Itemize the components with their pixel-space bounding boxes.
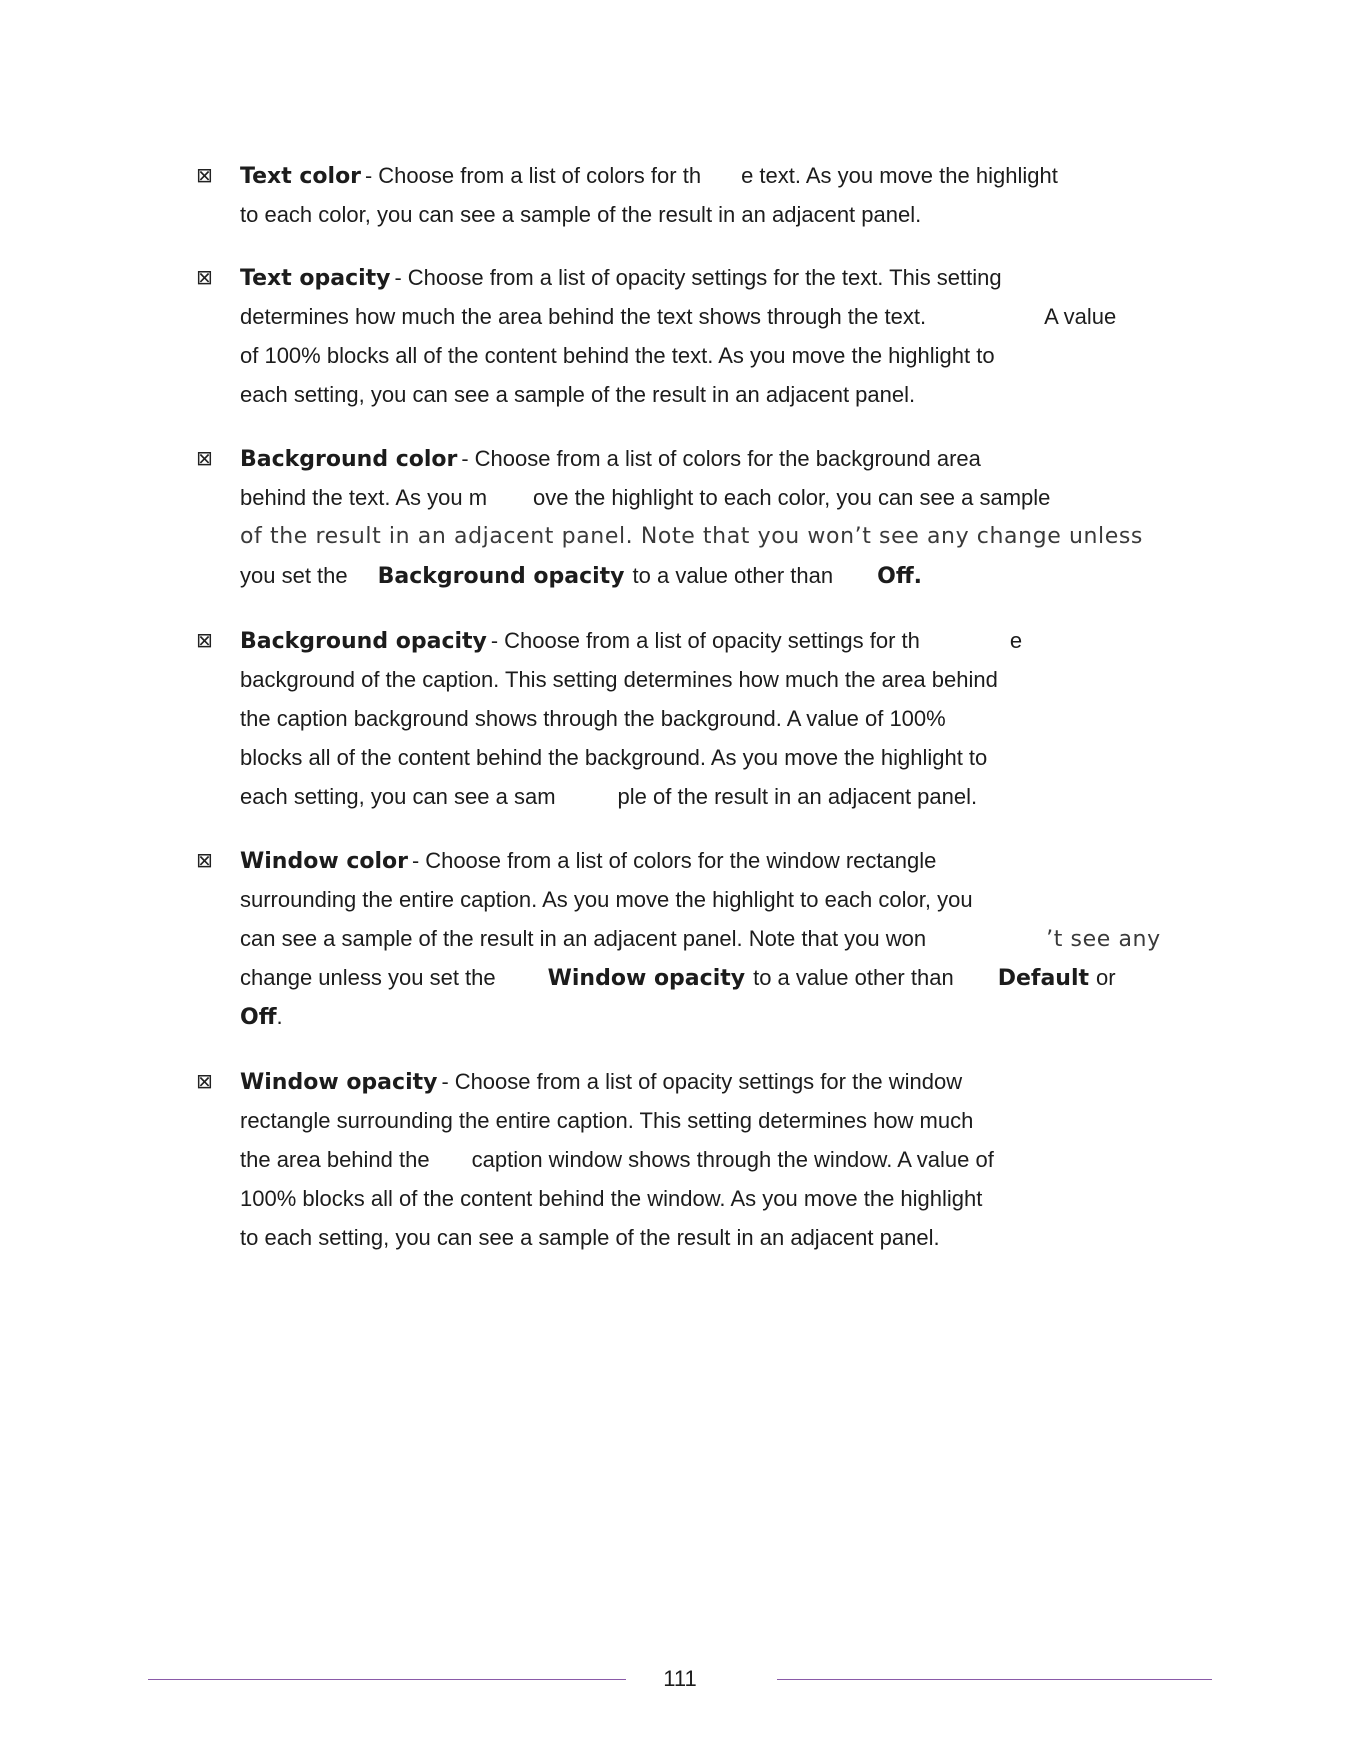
item-text: ove the highlight to each color, you can see a sample — [533, 485, 1051, 510]
item-text: caption window shows through the window. A value of — [471, 1147, 994, 1172]
item-text: Choose from a list of colors for th — [378, 163, 702, 188]
item-separator: - — [411, 849, 420, 873]
item-line — [240, 963, 1116, 994]
item-line — [240, 483, 1050, 513]
item-text: Choose from a list of opacity settings for the text. This setting — [407, 265, 1002, 290]
item-text: to a value other than — [632, 563, 834, 588]
item-text: the area behind the — [240, 1147, 430, 1172]
checkbox-bullet-icon: ⊠ — [196, 1069, 213, 1093]
item-text: you set the — [240, 563, 348, 588]
setting-name-window-opacity: Window opacity — [547, 966, 746, 991]
item-separator: - — [394, 266, 402, 290]
item-text: to a value other than — [753, 965, 954, 990]
item-line — [240, 302, 1116, 332]
item-separator: - — [365, 164, 373, 188]
item-text: Choose from a list of opacity settings for th — [504, 628, 920, 653]
checkbox-bullet-icon: ⊠ — [196, 848, 213, 872]
item-term: Text color — [240, 164, 362, 189]
item-separator: - — [461, 447, 469, 471]
item-line: background of the caption. This setting determines how much the area behind — [240, 667, 998, 692]
item-line: each setting, you can see a sample of the result in an adjacent panel. — [240, 382, 916, 407]
checkbox-bullet-icon: ⊠ — [196, 163, 213, 187]
item-text: e — [1009, 628, 1023, 653]
item-line: of 100% blocks all of the content behind the text. As you move the highlight to — [240, 343, 995, 368]
item-text: or — [1096, 965, 1116, 990]
item-text: A value — [1044, 304, 1117, 329]
item-text: . — [276, 1004, 283, 1029]
setting-name-background-opacity: Background opacity — [377, 564, 625, 589]
item-text: ’t see any — [1046, 927, 1161, 952]
item-line — [240, 561, 922, 592]
item-line — [240, 782, 977, 812]
item-text: Choose from a list of colors for the background area — [474, 446, 981, 471]
item-line: surrounding the entire caption. As you move the highlight to each color, you — [240, 887, 973, 912]
item-line — [240, 846, 936, 877]
item-line: to each color, you can see a sample of the result in an adjacent panel. — [240, 202, 922, 227]
item-term: Window color — [240, 849, 408, 874]
item-line — [240, 626, 1022, 657]
item-separator: - — [441, 1070, 449, 1094]
item-term: Background opacity — [240, 629, 487, 654]
item-text: each setting, you can see a sam — [240, 784, 556, 809]
item-line — [240, 161, 1058, 192]
item-text: determines how much the area behind the text shows through the text. — [240, 304, 927, 329]
item-text: e text. As you move the highlight — [741, 163, 1058, 188]
item-line — [240, 1002, 283, 1033]
item-text: Choose from a list of opacity settings for the window — [454, 1069, 963, 1094]
item-text: ple of the result in an adjacent panel. — [617, 784, 978, 809]
item-term: Window opacity — [240, 1070, 438, 1095]
setting-value-default: Default — [997, 966, 1090, 991]
item-line — [240, 444, 981, 475]
item-line — [240, 1145, 994, 1175]
checkbox-bullet-icon: ⊠ — [196, 628, 213, 652]
item-line: 100% blocks all of the content behind the window. As you move the highlight — [240, 1186, 983, 1211]
checkbox-bullet-icon: ⊠ — [196, 446, 213, 470]
item-text: change unless you set the — [240, 965, 496, 990]
item-text: can see a sample of the result in an adjacent panel. Note that you won — [240, 926, 927, 951]
checkbox-bullet-icon: ⊠ — [196, 265, 213, 289]
item-line: rectangle surrounding the entire caption. This setting determines how much — [240, 1108, 974, 1133]
item-text: behind the text. As you m — [240, 485, 488, 510]
setting-value-off: Off — [240, 1005, 277, 1030]
item-line — [240, 1067, 962, 1098]
item-line — [240, 263, 1002, 294]
item-line — [240, 924, 1161, 955]
item-line: of the result in an adjacent panel. Note that you won’t see any change unless — [240, 524, 1143, 549]
item-term: Text opacity — [240, 266, 391, 291]
setting-value-off: Off. — [877, 564, 923, 589]
page-number: 111 — [663, 1666, 697, 1691]
item-text: Choose from a list of colors for the window rectangle — [425, 848, 937, 873]
item-line: to each setting, you can see a sample of the result in an adjacent panel. — [240, 1225, 940, 1250]
item-separator: - — [490, 629, 499, 653]
footer-rule-right — [777, 1679, 1212, 1680]
item-line: the caption background shows through the background. A value of 100% — [240, 706, 946, 731]
item-line: blocks all of the content behind the background. As you move the highlight to — [240, 745, 988, 770]
item-term: Background color — [240, 447, 458, 472]
footer-rule-left — [148, 1679, 626, 1680]
